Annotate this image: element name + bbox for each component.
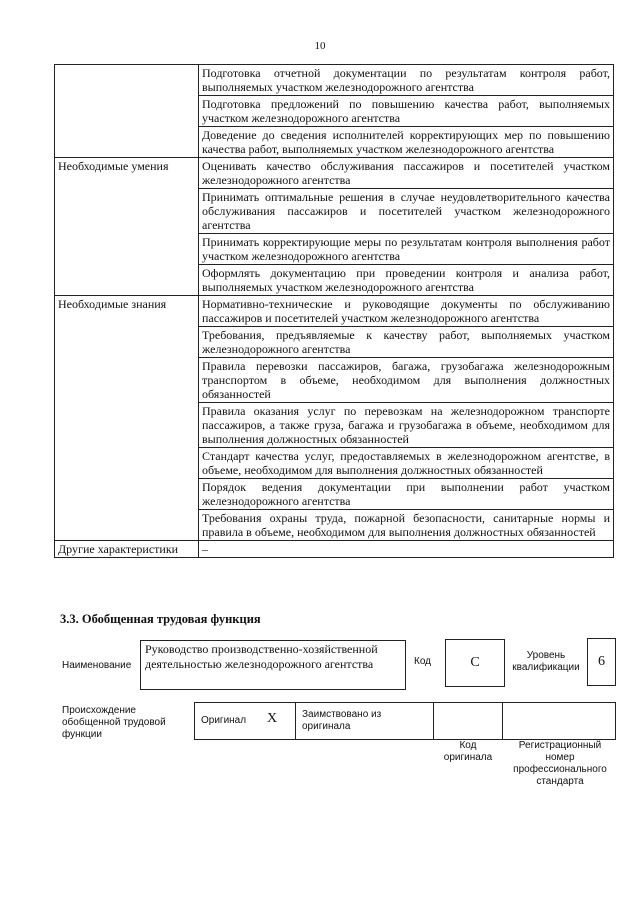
reg-number-caption: Регистрационный номер профессионального стандарта [513, 740, 607, 787]
row-item: Оформлять документацию при проведении контроля и анализа работ, выполняемых участком железнодорожного агентства [199, 265, 614, 296]
origin-code-caption: Код оригинала [443, 740, 493, 763]
row-item: Оценивать качество обслуживания пассажиров и посетителей участком железнодорожного агентства [199, 158, 614, 189]
row-label: Необходимые умения [55, 158, 199, 296]
origin-label: Происхождение обобщенной трудовой функции [62, 705, 166, 740]
borrowed-label: Заимствовано из оригинала [302, 709, 382, 732]
row-item: Подготовка отчетной документации по результатам контроля работ, выполняемых участком железнодорожного агентства [199, 65, 614, 96]
level-value-box [587, 638, 616, 686]
level-label: Уровень квалификации [512, 650, 580, 673]
row-item: Доведение до сведения исполнителей корректирующих мер по повышению качества работ, выполняемых участком железнодорожного агентства [199, 127, 614, 158]
requirements-table [54, 64, 614, 558]
row-label [55, 65, 199, 158]
original-mark: X [267, 711, 278, 726]
table-row [55, 541, 614, 558]
row-item: Порядок ведения документации при выполнении работ участком железнодорожного агентства [199, 479, 614, 510]
reg-number-cell [502, 702, 616, 740]
origin-code-cell [433, 702, 503, 740]
code-label: Код [414, 656, 432, 667]
name-value-box [140, 640, 406, 690]
row-item: Требования, предъявляемые к качеству работ, выполняемых участком железнодорожного агентства [199, 327, 614, 358]
section-title: 3.3. Обобщенная трудовая функция [60, 612, 261, 626]
code-value-box [445, 639, 505, 687]
original-label: Оригинал [201, 715, 247, 726]
name-label: Наименование [62, 660, 132, 671]
row-item: Правила перевозки пассажиров, багажа, грузобагажа железнодорожным транспортом в объеме, необходимом для выполнения должностных обязанностей [199, 358, 614, 403]
level-value: 6 [598, 654, 605, 669]
row-item: – [199, 541, 614, 558]
table-row [55, 65, 614, 96]
page-number: 10 [314, 40, 326, 52]
row-item: Правила оказания услуг по перевозкам на железнодорожном транспорте пассажиров, а также груза, багажа и грузобагажа в объеме, необходимом для выполнения должностных обязанностей [199, 403, 614, 448]
table-row [55, 158, 614, 189]
row-item: Стандарт качества услуг, предоставляемых в железнодорожном агентстве, в объеме, необходимом для выполнения должностных обязанностей [199, 448, 614, 479]
row-item: Нормативно-технические и руководящие документы по обслуживанию пассажиров и посетителей участком железнодорожного агентства [199, 296, 614, 327]
row-item: Принимать оптимальные решения в случае неудовлетворительного качества обслуживания пассажиров и посетителей участком железнодорожного агентства [199, 189, 614, 234]
code-value: C [470, 655, 480, 670]
table-row [55, 296, 614, 327]
row-item: Подготовка предложений по повышению качества работ, выполняемых участком железнодорожного агентства [199, 96, 614, 127]
row-item: Принимать корректирующие меры по результатам контроля выполнения работ участком железнодорожного агентства [199, 234, 614, 265]
row-label: Другие характеристики [55, 541, 199, 558]
row-label: Необходимые знания [55, 296, 199, 541]
name-value: Руководство производственно-хозяйственной деятельностью железнодорожного агентства [145, 642, 378, 671]
row-item: Требования охраны труда, пожарной безопасности, санитарные нормы и правила в объеме, необходимом для выполнения должностных обязанностей [199, 510, 614, 541]
